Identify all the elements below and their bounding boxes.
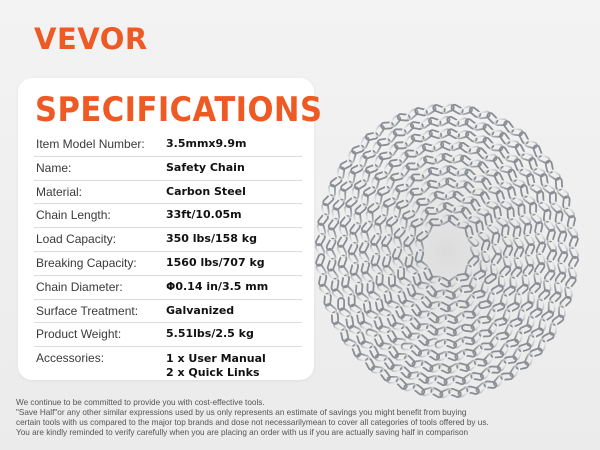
- accessory-line: 1 x User Manual: [166, 352, 266, 366]
- spec-table: [34, 133, 302, 391]
- spec-row-breaking: [34, 252, 302, 276]
- spec-label: Product Weight:: [36, 327, 122, 342]
- spec-label: Chain Diameter:: [36, 279, 123, 294]
- accessory-line: 2 x Quick Links: [166, 366, 260, 380]
- disclaimer-line: certain tools with us compared to the major top brands and dose not necessarilymean to cover all categories of tools offered by us.: [16, 418, 489, 427]
- disclaimer-line: We continue to be committed to provide you with cost-effective tools.: [16, 398, 265, 407]
- disclaimer-text: [16, 398, 591, 438]
- spec-row-length: [34, 204, 302, 228]
- spec-label: Breaking Capacity:: [36, 255, 137, 270]
- spec-value: 3.5mmx9.9m: [166, 137, 247, 150]
- spec-row-material: [34, 181, 302, 205]
- spec-row-surface: [34, 300, 302, 324]
- spec-value: 5.51lbs/2.5 kg: [166, 327, 254, 341]
- spec-label: Accessories:: [36, 351, 105, 366]
- spec-value: Safety Chain: [166, 160, 245, 174]
- page-title: SPECIFICATIONS: [35, 90, 323, 130]
- spec-value: Carbon Steel: [166, 184, 246, 198]
- disclaimer-line: "Save Half"or any other similar expressions used by us only represents an estimate of savings you might benefit from buying: [16, 408, 467, 417]
- brand-logo: VEVOR: [34, 22, 148, 56]
- spec-row-accessories: [34, 347, 302, 391]
- spec-value: 33ft/10.05m: [166, 208, 242, 222]
- spec-value: [166, 352, 266, 380]
- spec-row-diameter: [34, 276, 302, 300]
- spec-value: Φ0.14 in/3.5 mm: [166, 279, 269, 293]
- spec-row-model: [34, 133, 302, 157]
- spec-row-name: [34, 157, 302, 181]
- spec-row-weight: [34, 323, 302, 347]
- spec-label: Material:: [36, 184, 83, 199]
- spec-row-load: [34, 228, 302, 252]
- spec-label: Item Model Number:: [36, 137, 145, 151]
- spec-value: 350 lbs/158 kg: [166, 232, 257, 246]
- spec-label: Chain Length:: [36, 208, 111, 223]
- spec-value: Galvanized: [166, 303, 235, 317]
- disclaimer-line: You are kindly reminded to verify carefully when you are placing an order with us if you are actually saving half in comparison: [16, 428, 469, 437]
- spec-label: Load Capacity:: [36, 232, 117, 247]
- spec-value: 1560 lbs/707 kg: [166, 255, 265, 269]
- spec-label: Name:: [36, 160, 72, 175]
- coiled-chain-icon: [312, 86, 582, 404]
- spec-label: Surface Treatment:: [36, 303, 139, 318]
